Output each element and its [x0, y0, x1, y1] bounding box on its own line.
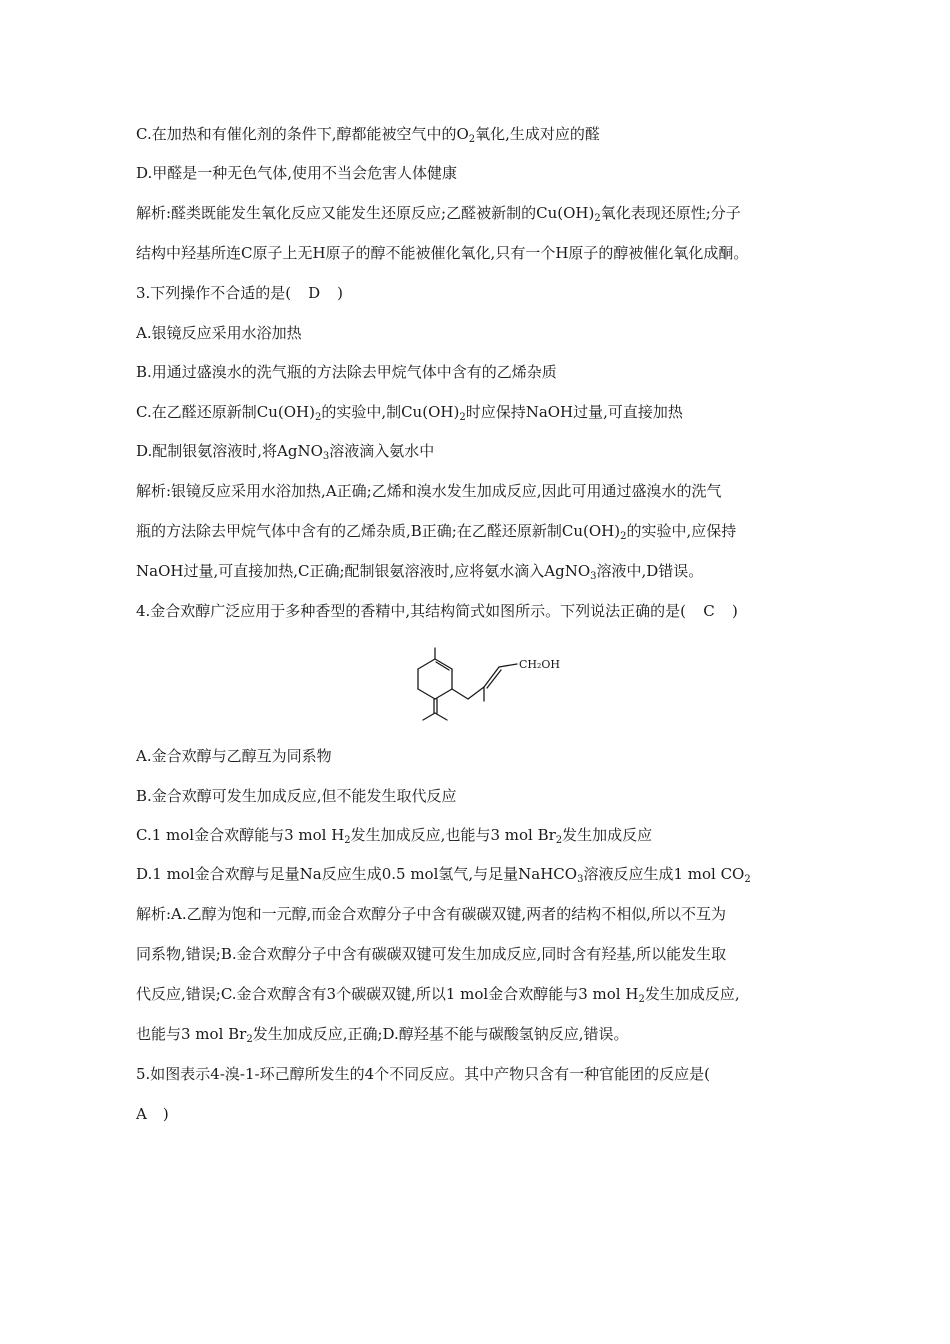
text: C.1 mol金合欢醇能与3 mol H: [136, 826, 345, 844]
subscript: 2: [594, 213, 601, 224]
text: 代反应,错误;C.金合欢醇含有3个碳碳双键,所以1 mol金合欢醇能与3 mol H: [136, 985, 639, 1003]
q3-explanation-line-3: [136, 561, 826, 581]
subscript: 2: [744, 874, 751, 885]
text: 解析:醛类既能发生氧化反应又能发生还原反应;乙醛被新制的Cu(OH): [136, 204, 595, 222]
ring-bond: [418, 659, 435, 669]
answer: C: [703, 602, 715, 620]
text: NaOH过量,可直接加热,C正确;配制银氨溶液时,应将氨水滴入AgNO: [136, 562, 591, 580]
text: 氧化,生成对应的醛: [475, 125, 600, 143]
q2-explanation-line-1: [136, 203, 826, 223]
q2-option-c: [136, 124, 826, 144]
q4-option-c: [136, 825, 826, 845]
subscript: 2: [314, 412, 322, 423]
subscript: 2: [344, 835, 351, 846]
subscript: 2: [638, 994, 645, 1005]
text: 溶液滴入氨水中: [329, 442, 435, 460]
close-paren: ): [731, 602, 738, 620]
text: 发生加成反应: [562, 826, 653, 844]
text: 溶液中,D错误。: [596, 562, 704, 580]
farnesol-structure-diagram: [388, 640, 568, 732]
text: 溶液反应生成1 mol CO: [583, 865, 745, 883]
q4-option-a: A.金合欢醇与乙醇互为同系物: [136, 747, 332, 765]
q3-option-a: A.银镜反应采用水浴加热: [136, 324, 302, 342]
text: D.1 mol金合欢醇与足量Na反应生成0.5 mol氢气,与足量NaHCO: [136, 865, 578, 883]
answer: A: [136, 1105, 147, 1123]
chain-double-bond: [484, 667, 499, 687]
ring-bond: [418, 689, 435, 699]
subscript: 2: [620, 531, 627, 542]
q3-explanation-line-1: 解析:银镜反应采用水浴加热,A正确;乙烯和溴水发生加成反应,因此可用通过盛溴水的洗气: [136, 482, 722, 500]
chain-bond: [452, 689, 468, 699]
close-paren: ): [162, 1105, 169, 1123]
q4-stem: [136, 601, 826, 621]
text: 的实验中,制Cu(OH): [321, 403, 460, 421]
text: 发生加成反应,也能与3 mol Br: [350, 826, 556, 844]
text: 瓶的方法除去甲烷气体中含有的乙烯杂质,B正确;在乙醛还原新制Cu(OH): [136, 522, 621, 540]
subscript: 3: [590, 571, 597, 582]
text: 发生加成反应,正确;D.醇羟基不能与碳酸氢钠反应,错误。: [252, 1025, 629, 1043]
stem-text: 3.下列操作不合适的是(: [136, 284, 292, 302]
q4-explanation-line-4: [136, 1024, 826, 1044]
subscript: 2: [459, 412, 466, 423]
q2-explanation-line-2: 结构中羟基所连C原子上无H原子的醇不能被催化氧化,只有一个H原子的醇被催化氧化成酮。: [136, 244, 749, 262]
text: 发生加成反应,: [644, 985, 740, 1003]
text: 的实验中,应保持: [626, 522, 737, 540]
close-paren: ): [337, 284, 344, 302]
q3-option-c: [136, 402, 826, 422]
subscript: 3: [322, 451, 330, 462]
stem-text: 4.金合欢醇广泛应用于多种香型的香精中,其结构简式如图所示。下列说法正确的是(: [136, 602, 686, 620]
q4-option-d: [136, 864, 826, 884]
subscript: 2: [246, 1034, 253, 1045]
q4-explanation-line-1: 解析:A.乙醇为饱和一元醇,而金合欢醇分子中含有碳碳双键,两者的结构不相似,所以不互为: [136, 905, 726, 923]
answer: D: [308, 284, 321, 302]
q5-stem: 5.如图表示4-溴-1-环己醇所发生的4个不同反应。其中产物只含有一种官能团的反应是(: [136, 1065, 711, 1083]
q3-option-b: B.用通过盛溴水的洗气瓶的方法除去甲烷气体中含有的乙烯杂质: [136, 363, 557, 381]
q5-answer-line: [136, 1104, 826, 1124]
text: D.配制银氨溶液时,将AgNO: [136, 442, 323, 460]
q2-option-d: D.甲醛是一种无色气体,使用不当会危害人体健康: [136, 164, 458, 182]
ring-bond: [435, 689, 452, 699]
text: C.在加热和有催化剂的条件下,醇都能被空气中的O: [136, 125, 469, 143]
text: 也能与3 mol Br: [136, 1025, 247, 1043]
text: 时应保持NaOH过量,可直接加热: [465, 403, 683, 421]
ch2oh-label: CH₂OH: [519, 658, 561, 671]
q4-explanation-line-2: 同系物,错误;B.金合欢醇分子中含有碳碳双键可发生加成反应,同时含有羟基,所以能发生取: [136, 945, 727, 963]
methyl-bond: [423, 713, 435, 720]
text: C.在乙醛还原新制Cu(OH): [136, 403, 315, 421]
q4-option-b: B.金合欢醇可发生加成反应,但不能发生取代反应: [136, 787, 457, 805]
q3-stem: [136, 283, 826, 303]
chain-bond: [468, 687, 484, 699]
text: 氧化表现还原性;分子: [600, 204, 741, 222]
ring-bond: [435, 659, 452, 669]
subscript: 2: [555, 835, 563, 846]
q3-explanation-line-2: [136, 521, 826, 541]
subscript: 3: [577, 874, 584, 885]
methyl-bond: [435, 713, 447, 720]
q3-option-d: [136, 441, 826, 461]
q4-explanation-line-3: [136, 984, 826, 1004]
subscript: 2: [468, 134, 476, 145]
chain-bond: [499, 664, 517, 667]
